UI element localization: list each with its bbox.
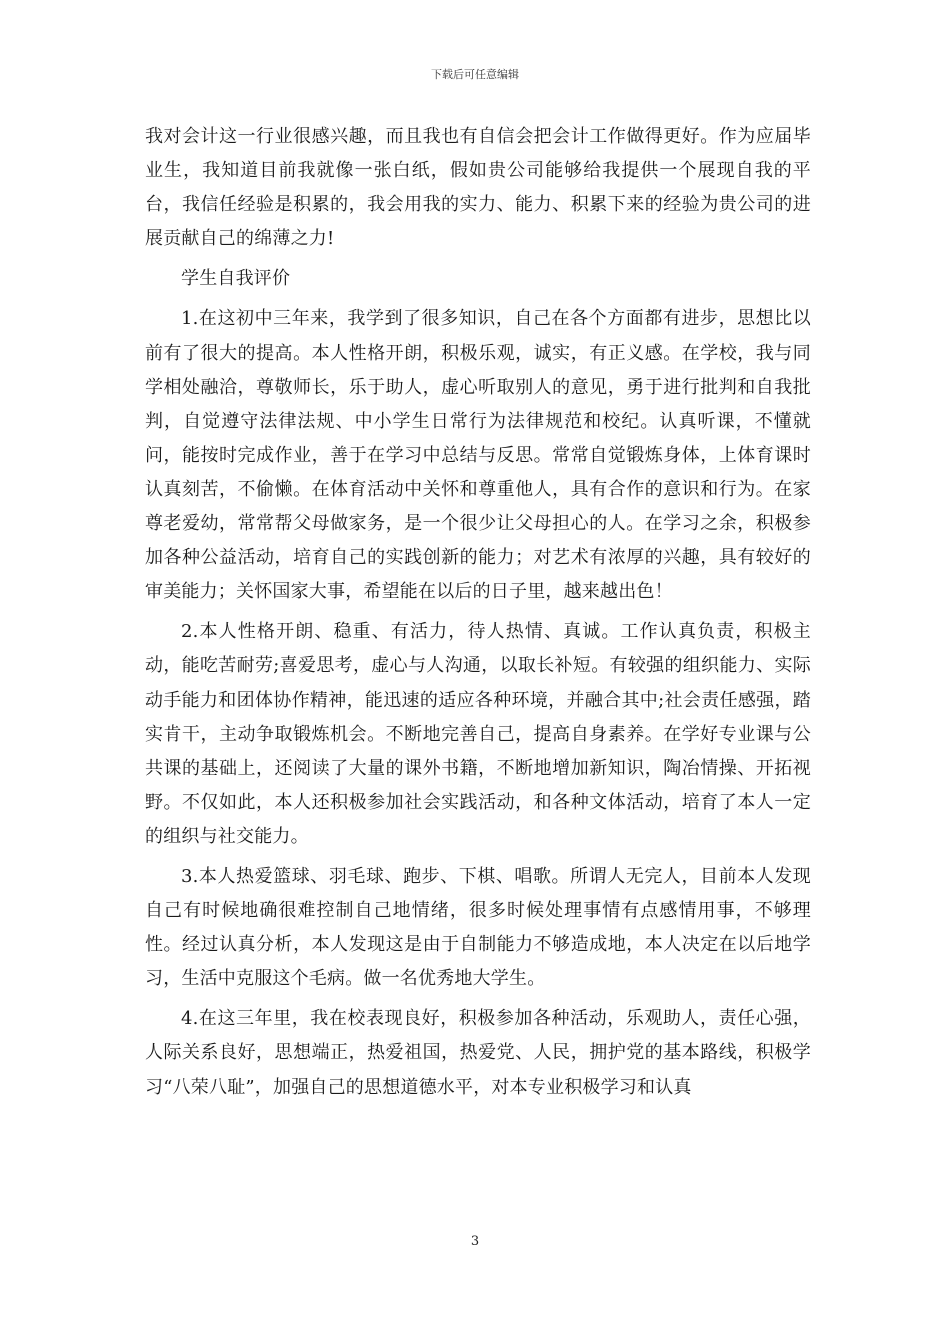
section-heading: 学生自我评价: [181, 268, 291, 290]
paragraph-item-1: 1.在这初中三年来，我学到了很多知识，自己在各个方面都有进步，思想比以前有了很大的提高。本人性格开朗，积极乐观，诚实，有正义感。在学校，我与同学相处融洽，尊敬师长，乐于助人，虚心听取别人的意见，勇于进行批判和自我批判，自觉遵守法律法规、中小学生日常行为法律规范和校纪。认真听课，不懂就问，能按时完成作业，善于在学习中总结与反思。常常自觉锻炼身体，上体育课时认真刻苦，不偷懒。在体育活动中关怀和尊重他人，具有合作的意识和行为。在家尊老爱幼，常常帮父母做家务，是一个很少让父母担心的人。在学习之余，积极参加各种公益活动，培育自己的实践创新的能力；对艺术有浓厚的兴趣，具有较好的审美能力；关怀国家大事，希望能在以后的日子里，越来越出色！: [145, 308, 811, 603]
paragraph-item-4: 4.在这三年里，我在校表现良好，积极参加各种活动，乐观助人，责任心强，人际关系良好，思想端正，热爱祖国，热爱党、人民，拥护党的基本路线，积极学习“八荣八耻”，加强自己的思想道德水平，对本专业积极学习和认真: [145, 1008, 811, 1098]
paragraph-intro: 我对会计这一行业很感兴趣，而且我也有自信会把会计工作做得更好。作为应届毕业生，我知道目前我就像一张白纸，假如贵公司能够给我提供一个展现自我的平台，我信任经验是积累的，我会用我的实力、能力、积累下来的经验为贵公司的进展贡献自己的绵薄之力!: [145, 126, 811, 250]
page-header: 下载后可任意编辑: [431, 68, 519, 81]
document-body: [145, 120, 811, 1105]
paragraph-item-3: 3.本人热爱篮球、羽毛球、跑步、下棋、唱歌。所谓人无完人，目前本人发现自己有时候地确很难控制自己地情绪，很多时候处理事情有点感情用事，不够理性。经过认真分析，本人发现这是由于自制能力不够造成地，本人决定在以后地学习，生活中克服这个毛病。做一名优秀地大学生。: [145, 865, 811, 990]
paragraph-item-2: 2.本人性格开朗、稳重、有活力，待人热情、真诚。工作认真负责，积极主动，能吃苦耐劳;喜爱思考，虚心与人沟通，以取长补短。有较强的组织能力、实际动手能力和团体协作精神，能迅速的适应各种环境，并融合其中;社会责任感强，踏实肯干，主动争取锻炼机会。不断地完善自己，提高自身素养。在学好专业课与公共课的基础上，还阅读了大量的课外书籍，不断地增加新知识，陶冶情操、开拓视野。不仅如此，本人还积极参加社会实践活动，和各种文体活动，培育了本人一定的组织与社交能力。: [145, 621, 811, 847]
page-number: 3: [470, 1234, 480, 1249]
